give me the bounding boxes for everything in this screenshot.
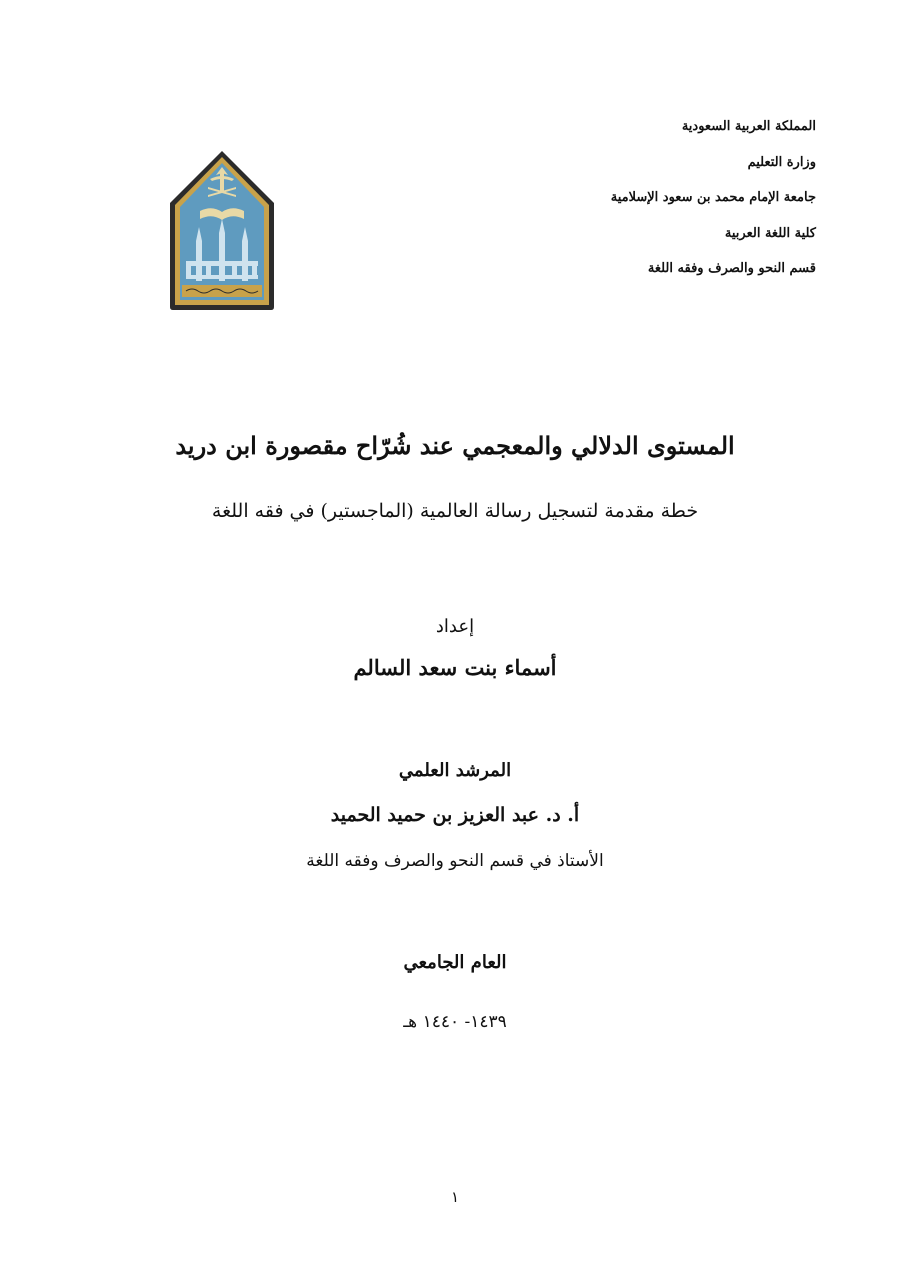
- academic-year-label: العام الجامعي: [403, 952, 507, 973]
- country-name: المملكة العربية السعودية: [681, 119, 816, 134]
- thesis-title: المستوى الدلالي والمعجمي عند شُرّاح مقصورة ابن دريد: [175, 431, 735, 460]
- university-name: جامعة الإمام محمد بن سعود الإسلامية: [610, 190, 816, 205]
- institution-header: [416, 118, 816, 296]
- university-logo-icon: [166, 149, 278, 312]
- supervisor-position: الأستاذ في قسم النحو والصرف وفقه اللغة: [306, 851, 604, 871]
- author-name: أسماء بنت سعد السالم: [353, 655, 557, 680]
- college-name: كلية اللغة العربية: [724, 225, 816, 241]
- prepared-by-label: إعداد: [435, 616, 475, 637]
- ministry-name: وزارة التعليم: [747, 154, 816, 170]
- page-number: ١: [450, 1188, 460, 1206]
- supervisor-label: المرشد العلمي: [398, 760, 512, 781]
- thesis-subtitle: خطة مقدمة لتسجيل رسالة العالمية (الماجستير) في فقه اللغة: [211, 500, 699, 522]
- department-name: قسم النحو والصرف وفقه اللغة: [647, 261, 816, 276]
- academic-year-value: ١٤٣٩- ١٤٤٠ هـ: [403, 1012, 507, 1032]
- supervisor-name: أ. د. عبد العزيز بن حميد الحميد: [330, 804, 580, 826]
